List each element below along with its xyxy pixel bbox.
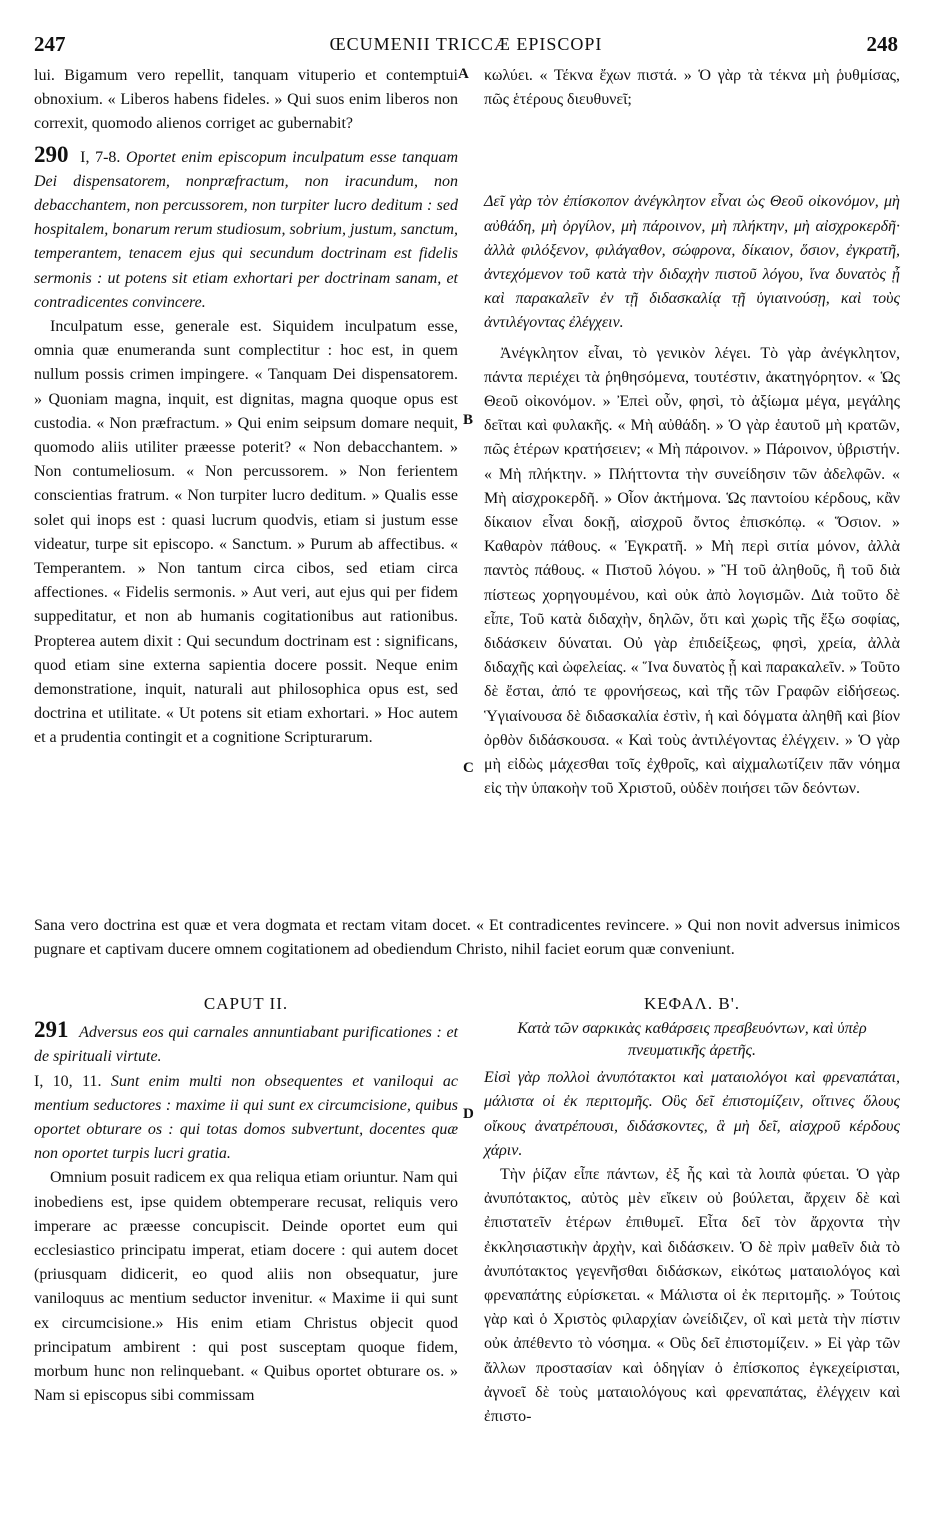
margin-letter-d: D [463,1106,474,1122]
section-number-290: 290 [34,141,69,167]
latin-verse-text-290: Oportet enim episcopum inculpatum esse tanquam Dei dispensatorem, nonpræfractum, non iracundum, non debacchantem, non percussorem, non turpiter lucro deditum : sed hospitalem, bonarum rerum studiosum, sobrium, justum, sanctum, temperantem, tenacem ejus qui secundum doctrinam est fidelis sermonis : ut potens sit etiam exhortari per doctrinam sanam, et contradicentes convincere. [34,148,459,311]
margin-letter-b: B [463,412,474,428]
greek-chapter-title: Κατὰ τῶν σαρκικὰς καθάρσεις πρεσβευόντων, καὶ ὑπὲρ πνευματικῆς ἀρετῆς. [517,1020,867,1060]
greek-commentary-paragraph: Ἀνέγκλητον εἶναι, τὸ γενικὸν λέγει. Τὸ γὰρ ἀνέγκλητον, πάντα περιέχει τὰ ῥηθησόμενα, τουτέστιν, ἀκατηγόρητον. « Ὡς Θεοῦ οἰκονόμον. » Ἐπεὶ οὖν, φησὶ, τὸ ἀξίωμα μέγα, μεγάλης δεῖται καὶ φυλακῆς. « Μὴ αὐθάδη. » Ὁ γὰρ ἑαυτοῦ μὴ κρατῶν, πῶς ἑτέρων κρατήσειεν; « Μὴ πάροινον. » Πάροινον, ὑβριστήν. « Μὴ πλήκτην. » Πλήττοντα τὴν συνείδησιν τῶν ἀδελφῶν. « Μὴ αἰσχροκερδῆ. » Οἷον ἀκτήμονα. Ὡς παντοίου κέρδους, κἂν δίκαιον εἶναι δοκῇ, αἰσχροῦ ὄντος ἐπισκόπῳ. « Ὅσιον. » Καθαρὸν πάθους. « Ἐγκρατῆ. » Μὴ περὶ σιτία μόνον, ἀλλὰ παντὸς πάθους. « Πιστοῦ λόγου. » Ἢ τοῦ ἀληθοῦς, ἢ τοῦ διὰ πίστεως χορηγουμένου, καὶ οὐκ ἀπὸ λογισμῶν. Διὰ τοῦτο δὲ εἶπε, Τοῦ κατὰ διδαχὴν, δηλῶν, ὅτι καὶ χωρὶς τῆς ἔξω σοφίας, διδάσκειν δύναται. Οὐ γὰρ ἐπιδείξεως, φησὶ, χρεία, ἀλλὰ διδαχῆς καὶ ὠφελείας. « Ἵνα δυνατὸς ᾖ καὶ παρακαλεῖν. » Τοῦτο δὲ ἔσται, ἀπό τε φρονήσεως, καὶ τῆς τῶν Γραφῶν εἰδήσεως. Ὑγιαίνουσα δὲ διδασκαλία ἐστὶν, ἡ καὶ δόγματα ἀληθῆ καὶ βίον ὀρθὸν διδάσκουσα. « Καὶ τοὺς ἀντιλέγοντας ἐλέγχειν. » Ὁ γὰρ μὴ εἰδὼς μάχεσθαι τοῖς ἐχθροῖς, καὶ αἰχμαλωτίζειν πᾶν νόημα εἰς τὴν ὑπακοὴν τοῦ Χριστοῦ, οὐδὲν ποιήσει τῶν δεόντων. [484,344,900,798]
latin-full-width-block [34,914,900,962]
page-number-right: 248 [866,32,898,56]
running-title: ŒCUMENII TRICCÆ EPISCOPI [329,34,603,54]
chapter-heading-greek: ΚΕΦΑΛ. Β'. [643,994,741,1013]
latin-full-width-paragraph: Sana vero doctrina est quæ et vera dogmata et rectam vitam docet. « Et contradicentes revincere. » Qui non novit adversus inimicos pugnare et captivam ducere omnem cogitationem ad obediendum Christo, nihil faciet eorum quæ conveniunt. [34,917,900,959]
margin-letter-a: A [458,66,469,82]
verse-reference-291: I, 10, 11. [34,1072,102,1090]
chapter-heading-latin: CAPUT II. [203,994,289,1013]
latin-commentary-paragraph: Inculpatum esse, generale est. Siquidem inculpatum esse, omnia quæ enumeranda sunt complectitur : hoc est, in quem nullum possis crimen impingere. « Tanquam Dei dispensatorem. » Quoniam magna, inquit, est dignitas, magna quoque opus est custodia. « Non præfractum. » Qui enim seipsum domare nequit, quomodo aliis utiliter præesse poterit? « Non debacchantem. » Non contumeliosum. « Non percussorem. » Non ferientem conscientias fratrum. « Non turpiter lucro deditum. » Qualis esse solet qui inops est : quasi lucrum quodvis, etiam si justum esse videatur, turpe sit episcopo. « Sanctum. » Purum ab affectibus. « Temperantem. » Non tantum circa cibos, sed etiam circa affectiones. « Fidelis sermonis. » Aut veri, aut ejus qui per fidem suppeditatur, et non ab humanis cogitationibus aut rationibus. Propterea autem dixit : Qui secundum doctrinam est : significans, quod etiam sine externa sapientia docere possit. Neque enim demonstratione, inquit, naturali aut philosophica opus est, sed doctrina et utilitate. « Ut potens sit etiam exhortari. » Hoc autem et a prudentia contingit et a cognitione Scripturarum. [34,318,458,747]
latin-verse-text-291: Sunt enim multi non obsequentes et vaniloqui ac mentium seductores : maxime ii qui sunt ex circumcisione, quibus oportet obturare os : qui totas domos subvertunt, docentes quæ non oportet turpis lucri gratia. [34,1072,459,1163]
greek-final-paragraph: Τὴν ῥίζαν εἶπε πάντων, ἐξ ἧς καὶ τὰ λοιπὰ φύεται. Ὁ γὰρ ἀνυπότακτος, αὐτὸς μὲν εἴκειν οὐ βούλεται, ἄρχειν δὲ καὶ ἐπιστατεῖν ἑτέρων ἐπιθυμεῖ. Εἶτα δεῖ τὸν ἄρχοντα τὴν ἐκκλησιαστικὴν ἀρχὴν, καὶ διδάσκειν. Ὁ δὲ πρὶν μαθεῖν διὰ τὸ ἀνυπότακτος γεγενῆσθαι διδάσκων, εἰκότως ματαιολόγος καὶ φρεναπάτης εὑρίσκεται. « Μάλιστα οἱ ἐκ περιτομῆς. » Τούτοις γὰρ καὶ ὁ Χριστὸς φιλαρχίαν ὠνείδιζεν, οἳ καὶ μετὰ τὴν πίστιν οὐκ ἀπέθεντο τὸ νόσημα. « Οὓς δεῖ ἐπιστομίζειν. » Εἰ γὰρ τῶν ἄλλων προστασίαν καὶ ὁδηγίαν ὁ ἐπίσκοπος ἐγκεχείρισται, ἀγνοεῖ δὲ τοὺς ματαιολόγους καὶ φρεναπάτας, ἐλέγχειν καὶ ἐπιστο- [484,1166,900,1426]
latin-chapter-title [34,1018,458,1069]
greek-verse-290: Δεῖ γὰρ τὸν ἐπίσκοπον ἀνέγκλητον εἶναι ὡς Θεοῦ οἰκονόμον, μὴ αὐθάδη, μὴ ὀργίλον, μὴ πάροινον, μὴ πλήκτην, μὴ αἰσχροκερδῆ· ἀλλὰ φιλόξενον, φιλάγαθον, σώφρονα, δίκαιον, ὅσιον, ἐγκρατῆ, ἀντεχόμενον τοῦ κατὰ τὴν διδαχὴν πιστοῦ λόγου, ἵνα δυνατὸς ᾖ καὶ παρακαλεῖν ἐν τῇ διδασκαλίᾳ τῇ ὑγιαινούσῃ, καὶ τοὺς ἀντιλέγοντας ἐλέγχειν. [484,193,900,332]
greek-column-upper [484,64,900,801]
latin-column-lower [34,992,458,1408]
latin-verse-291 [34,1070,458,1167]
latin-chapter-title-text: Adversus eos qui carnales annuntiabant purificationes : et de spirituali virtute. [34,1024,458,1066]
running-header [0,32,932,62]
section-number-291: 291 [34,1017,69,1043]
verse-reference-290: I, 7-8. [80,148,121,166]
latin-verse-290 [34,143,458,315]
latin-column-upper [34,64,458,751]
greek-verse-291: Εἰσὶ γὰρ πολλοὶ ἀνυπότακτοι καὶ ματαιολόγοι καὶ φρεναπάται, μάλιστα οἱ ἐκ περιτομῆς. Οὓς δεῖ ἐπιστομίζειν, οἵτινες ὅλους οἴκους ἀνατρέπουσι, διδάσκοντες, ἃ μὴ δεῖ, αἰσχροῦ κέρδους χάριν. [484,1069,900,1159]
margin-letter-c: C [463,760,474,776]
greek-intro-paragraph: κωλύει. « Τέκνα ἔχων πιστά. » Ὁ γὰρ τὰ τέκνα μὴ ῥυθμίσας, πῶς ἑτέρους διευθυνεῖ; [484,67,900,109]
page-number-left: 247 [34,32,66,56]
latin-intro-paragraph: lui. Bigamum vero repellit, tanquam vituperio et contemptui obnoxium. « Liberos habens fideles. » Qui suos enim liberos non correxit, quomodo alienos corriget ac gubernabit? [34,67,458,133]
latin-final-paragraph: Omnium posuit radicem ex qua reliqua etiam oriuntur. Nam qui inobediens est, ipse quidem obtemperare recusat, reliquis vero imperare ac præesse concupiscit. Deinde oportet eum qui ecclesiastico principatu imperat, etiam docere : qui autem docet (priusquam didicerit, eo quod aliis non obsequatur, jure vaniloquus ac mentium seductor invenitur. « Maxime ii qui sunt ex circumcisione.» His enim etiam Christus objecit quod principatum ambirent : qui post susceptam quoque fidem, morbum hunc non relinquebant. « Quibus oportet obturare os. » Nam si episcopus sibi commissam [34,1169,458,1405]
greek-column-lower [484,992,900,1429]
